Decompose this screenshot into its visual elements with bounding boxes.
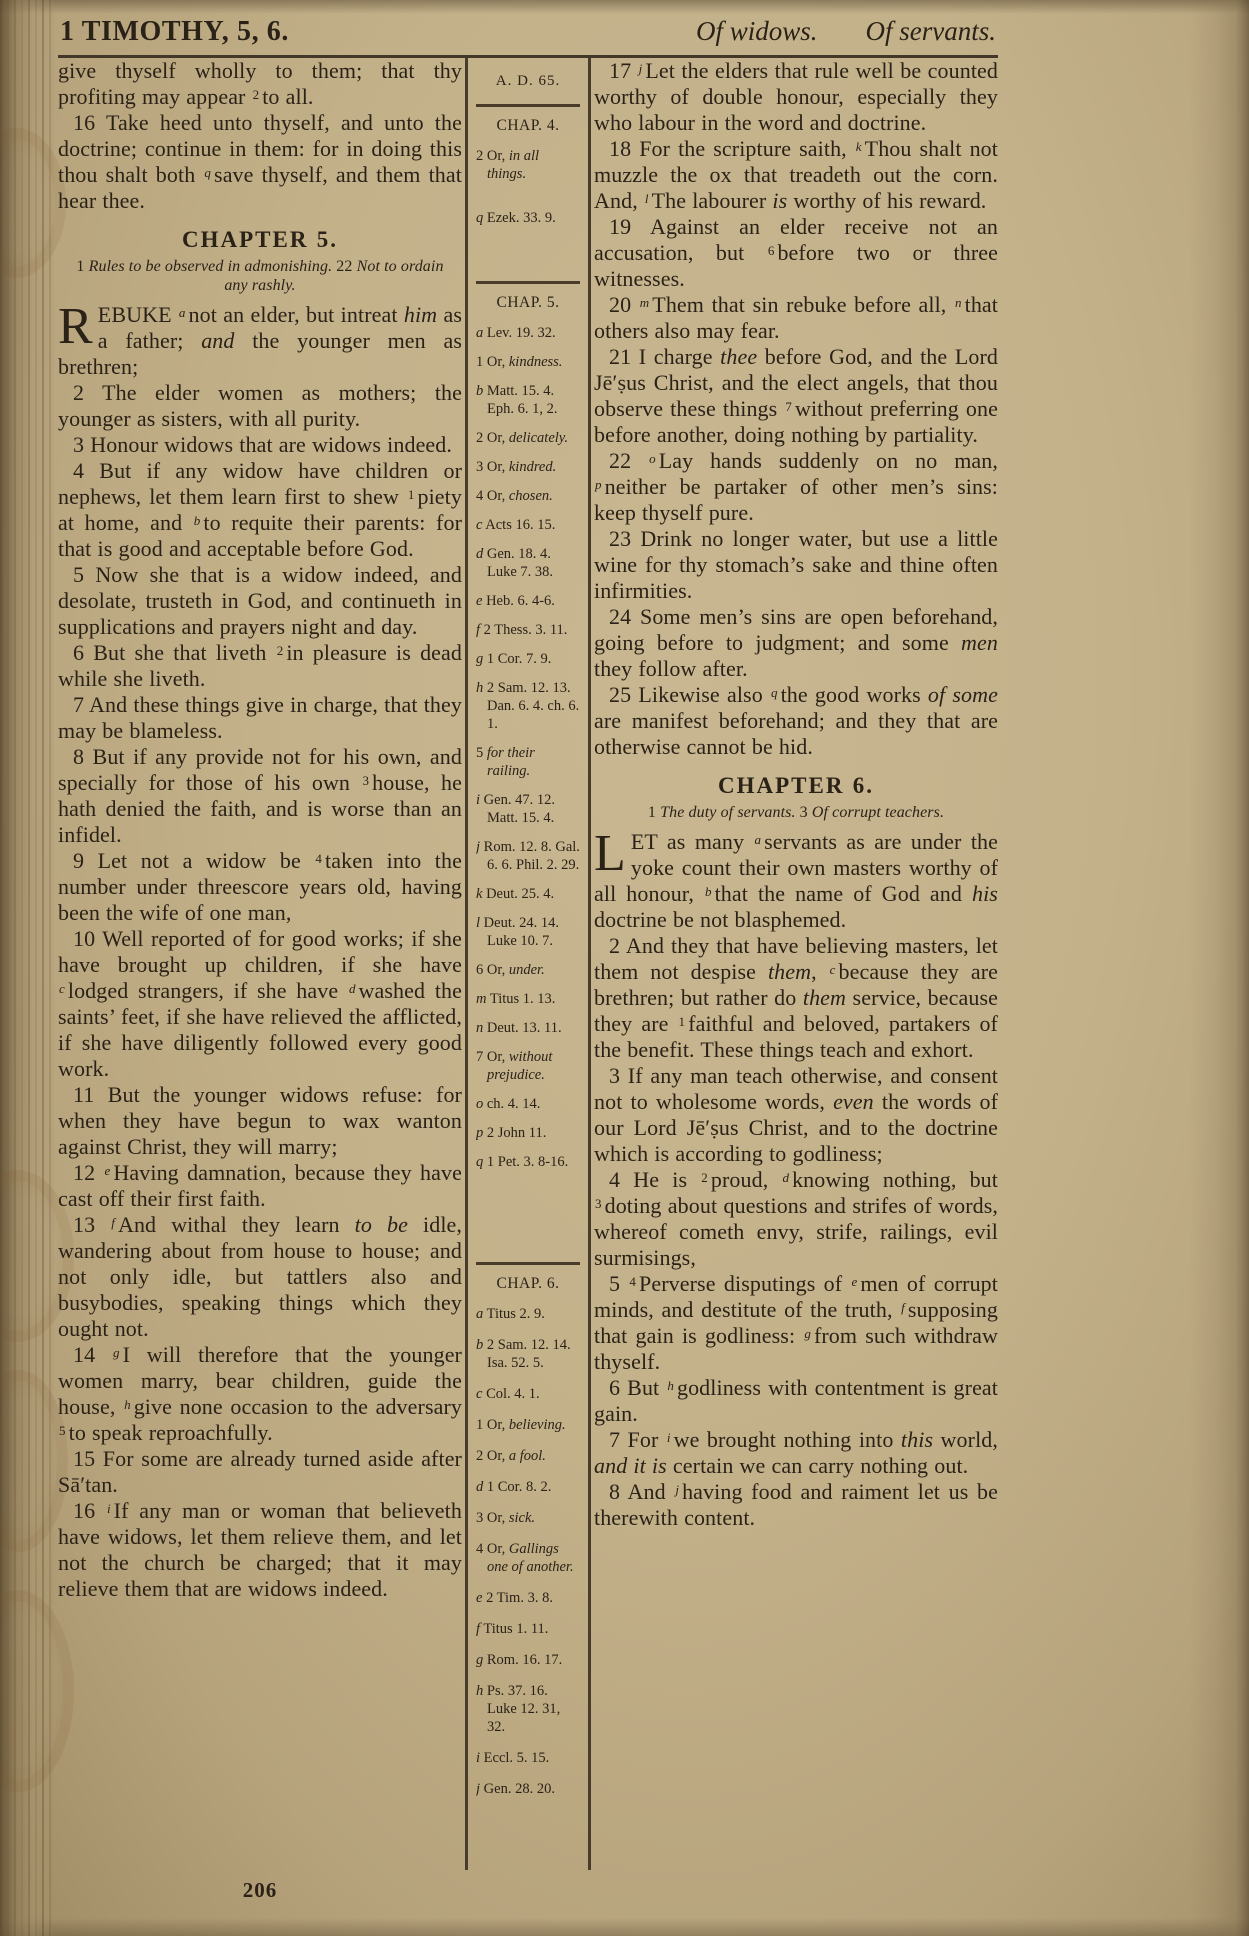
verse-paragraph: 10 Well reported of for good works; if she have brought up children, if she have $^c$ lodged strangers, if she have $^d$ washed the saints’ feet, if she have relieved the afflicted, if she have diligently followed every good work. xyxy=(58,926,462,1081)
continuation-paragraph: give thyself wholly to them; that thy profiting may appear $^2$ to all. xyxy=(58,58,462,109)
verse-paragraph: 16 Take heed unto thyself, and unto the doctrine; continue in them: for in doing this thou shalt both $^q$ save thyself, and them that hear thee. xyxy=(58,110,462,213)
verse-paragraph: 4 But if any widow have children or nephews, let them learn first to shew $^1$ piety at home, and $^b$ to requite their parents: for that is good and acceptable before God. xyxy=(58,458,462,561)
cross-reference: m Titus 1. 13. xyxy=(476,991,556,1007)
running-head-subjects xyxy=(696,16,996,47)
page-number: 206 xyxy=(242,1878,278,1902)
verse-paragraph: 3 Honour widows that are widows indeed. xyxy=(73,432,452,457)
drop-cap-initial: L xyxy=(594,825,626,882)
verse-paragraph: 11 But the younger widows refuse: for when they have begun to wax wanton against Christ, they will marry; xyxy=(58,1082,462,1159)
cross-reference: 4 Or, Gallings one of another. xyxy=(476,1541,574,1575)
verse-paragraph: 8 But if any provide not for his own, and specially for those of his own $^3$ house, he hath denied the faith, and is worse than an infidel. xyxy=(58,744,462,847)
reference-column xyxy=(465,58,591,1870)
verse-paragraph: 7 And these things give in charge, that they may be blameless. xyxy=(58,692,462,743)
chapter-heading: CHAPTER 6. xyxy=(718,773,874,798)
cross-reference: h Ps. 37. 16. Luke 12. 31, 32. xyxy=(476,1683,561,1735)
cross-reference: e Heb. 6. 4-6. xyxy=(476,593,555,609)
verse-paragraph: REBUKE $^a$ not an elder, but intreat him as a father; and the younger men as brethren; xyxy=(58,298,462,379)
cross-reference: g 1 Cor. 7. 9. xyxy=(476,651,552,667)
cross-reference: i Eccl. 5. 15. xyxy=(476,1750,550,1766)
cross-reference: a Lev. 19. 32. xyxy=(476,325,556,341)
cross-reference: h 2 Sam. 12. 13. Dan. 6. 4. ch. 6. 1. xyxy=(476,680,580,732)
verse-paragraph: 12 $^e$ Having damnation, because they have cast off their first faith. xyxy=(58,1160,462,1211)
cross-reference: j Rom. 12. 8. Gal. 6. 6. Phil. 2. 29. xyxy=(476,839,580,873)
cross-reference: 1 Or, kindness. xyxy=(476,354,563,370)
cross-reference: c Acts 16. 15. xyxy=(476,517,556,533)
verse-paragraph: 5 Now she that is a widow indeed, and desolate, trusteth in God, and continueth in supplications and prayers night and day. xyxy=(58,562,462,639)
cross-reference: 1 Or, believing. xyxy=(476,1417,566,1433)
cross-reference: i Gen. 47. 12. Matt. 15. 4. xyxy=(476,792,555,826)
verse-paragraph: 6 But $^h$ godliness with contentment is great gain. xyxy=(594,1375,999,1426)
cross-reference: g Rom. 16. 17. xyxy=(476,1652,563,1668)
verse-paragraph: 23 Drink no longer water, but use a little wine for thy stomach’s sake and thine often infirmities. xyxy=(594,526,998,603)
verse-paragraph: 20 $^m$ Them that sin rebuke before all, $^n$ that others also may fear. xyxy=(594,292,998,343)
chapter-heading: CHAPTER 5. xyxy=(182,227,338,252)
cross-reference: n Deut. 13. 11. xyxy=(476,1020,562,1036)
running-head-book-title: 1 TIMOTHY, 5, 6. xyxy=(60,16,289,47)
cross-reference: e 2 Tim. 3. 8. xyxy=(476,1590,553,1606)
chapter-summary: 1 Rules to be observed in admonishing. 22 Not to ordain any rashly. xyxy=(76,258,444,294)
cross-reference: 2 Or, delicately. xyxy=(476,430,569,446)
reference-chapter-heading: CHAP. 5. xyxy=(496,294,560,311)
verse-paragraph: 19 Against an elder receive not an accusation, but $^6$ before two or three witnesses. xyxy=(594,214,998,291)
verse-paragraph: 17 $^j$ Let the elders that rule well be counted worthy of double honour, especially they who labour in the word and doctrine. xyxy=(594,58,998,135)
cross-reference: l Deut. 24. 14. Luke 10. 7. xyxy=(476,915,559,949)
cross-reference: 5 for their railing. xyxy=(476,745,535,779)
verse-paragraph: 16 $^i$ If any man or woman that believeth have widows, let them relieve them, and let not the church be charged; that it may relieve them that are widows indeed. xyxy=(58,1498,462,1601)
reference-section xyxy=(476,1262,580,1870)
verse-paragraph: 6 But she that liveth $^2$ in pleasure is dead while she liveth. xyxy=(58,640,462,691)
reference-chapter-heading: CHAP. 4. xyxy=(496,117,560,134)
verse-paragraph: 25 Likewise also $^q$ the good works of some are manifest beforehand; and they that are otherwise cannot be hid. xyxy=(594,682,999,759)
cross-reference: 6 Or, under. xyxy=(476,962,545,978)
date-box: A. D. 65. xyxy=(476,58,580,107)
verse-paragraph: 24 Some men’s sins are open beforehand, going before to judgment; and some men they follow after. xyxy=(594,604,998,681)
verse-paragraph: LET as many $^a$ servants as are under the yoke count their own masters worthy of all honour, $^b$ that the name of God and his doctrine be not blasphemed. xyxy=(594,825,998,932)
verse-paragraph: 22 $^o$ Lay hands suddenly on no man, $^p$ neither be partaker of other men’s sins: keep thyself pure. xyxy=(594,448,998,525)
verse-paragraph: 14 $^g$ I will therefore that the younger women marry, bear children, guide the house, $^h$ give none occasion to the adversary $^5$ to speak reproachfully. xyxy=(58,1342,463,1445)
cross-reference: o ch. 4. 14. xyxy=(476,1096,541,1112)
cross-reference: d 1 Cor. 8. 2. xyxy=(476,1479,552,1495)
chapter-summary: 1 The duty of servants. 3 Of corrupt teachers. xyxy=(647,804,945,821)
drop-cap-initial: R xyxy=(58,298,93,355)
cross-reference: k Deut. 25. 4. xyxy=(476,886,555,902)
running-head-of-servants: Of servants. xyxy=(865,16,996,46)
cross-reference: d Gen. 18. 4. Luke 7. 38. xyxy=(476,546,554,580)
page-content xyxy=(58,16,998,1903)
running-header xyxy=(58,16,998,48)
reference-section xyxy=(476,281,580,1262)
text-column-left xyxy=(58,58,462,1870)
cross-reference: b 2 Sam. 12. 14. Isa. 52. 5. xyxy=(476,1337,571,1371)
cross-reference: 4 Or, chosen. xyxy=(476,488,553,504)
verse-paragraph: 5 $^4$ Perverse disputings of $^e$ men of corrupt minds, and destitute of the truth, $^f$ supposing that gain is godliness: $^g$ from such withdraw thyself. xyxy=(594,1271,998,1374)
verse-paragraph: 13 $^f$ And withal they learn to be idle, wandering about from house to house; and not only idle, but tattlers also and busybodies, speaking things which they ought not. xyxy=(58,1212,462,1341)
verse-paragraph: 15 For some are already turned aside after Sā′tan. xyxy=(58,1446,462,1497)
cross-reference: q Ezek. 33. 9. xyxy=(476,210,556,226)
cross-reference: j Gen. 28. 20. xyxy=(476,1781,555,1797)
page-edge-right xyxy=(1189,0,1249,1936)
verse-paragraph: 2 The elder women as mothers; the younger as sisters, with all purity. xyxy=(58,380,462,431)
cross-reference: f Titus 1. 11. xyxy=(476,1621,549,1637)
verse-paragraph: 21 I charge thee before God, and the Lord Jē′ṣus Christ, and the elect angels, that thou observe these things $^7$ without preferring one before another, doing nothing by partiality. xyxy=(594,344,999,447)
cross-reference: f 2 Thess. 3. 11. xyxy=(476,622,568,638)
cross-reference: 3 Or, sick. xyxy=(476,1510,536,1526)
reference-chapter-heading: CHAP. 6. xyxy=(496,1275,560,1292)
cross-reference: 3 Or, kindred. xyxy=(476,459,557,475)
reference-section xyxy=(476,107,580,281)
cross-reference: b Matt. 15. 4. Eph. 6. 1, 2. xyxy=(476,383,558,417)
verse-paragraph: 8 And $^j$ having food and raiment let us be therewith content. xyxy=(594,1479,999,1530)
cross-reference: c Col. 4. 1. xyxy=(476,1386,540,1402)
text-column-right xyxy=(594,58,998,1870)
cross-reference: q 1 Pet. 3. 8-16. xyxy=(476,1154,569,1170)
cross-reference: 2 Or, in all things. xyxy=(476,148,540,182)
verse-paragraph: 3 If any man teach otherwise, and consent not to wholesome words, even the words of our Lord Jē′ṣus Christ, and to the doctrine which is according to godliness; xyxy=(594,1063,999,1166)
verse-paragraph: 18 For the scripture saith, $^k$ Thou shalt not muzzle the ox that treadeth out the corn. And, $^l$ The labourer is worthy of his reward. xyxy=(594,136,998,213)
verse-paragraph: 2 And they that have believing masters, let them not despise them, $^c$ because they are brethren; but rather do them service, because they are $^1$ faithful and beloved, partakers of the benefit. These things teach and exhort. xyxy=(594,933,999,1062)
verse-paragraph: 7 For $^i$ we brought nothing into this world, and it is certain we can carry nothing out. xyxy=(594,1427,998,1478)
paper-stain xyxy=(0,128,66,278)
verse-paragraph: 9 Let not a widow be $^4$ taken into the number under threescore years old, having been the wife of one man, xyxy=(58,848,462,925)
text-columns xyxy=(58,58,998,1870)
cross-reference: a Titus 2. 9. xyxy=(476,1306,545,1322)
cross-reference: 7 Or, without prejudice. xyxy=(476,1049,553,1083)
verse-paragraph: 4 He is $^2$ proud, $^d$ knowing nothing, but $^3$ doting about questions and strifes of words, whereof cometh envy, strife, railings, evil surmisings, xyxy=(594,1167,998,1270)
running-head-of-widows: Of widows. xyxy=(695,16,818,46)
cross-reference: 2 Or, a fool. xyxy=(476,1448,546,1464)
cross-reference: p 2 John 11. xyxy=(476,1125,547,1141)
